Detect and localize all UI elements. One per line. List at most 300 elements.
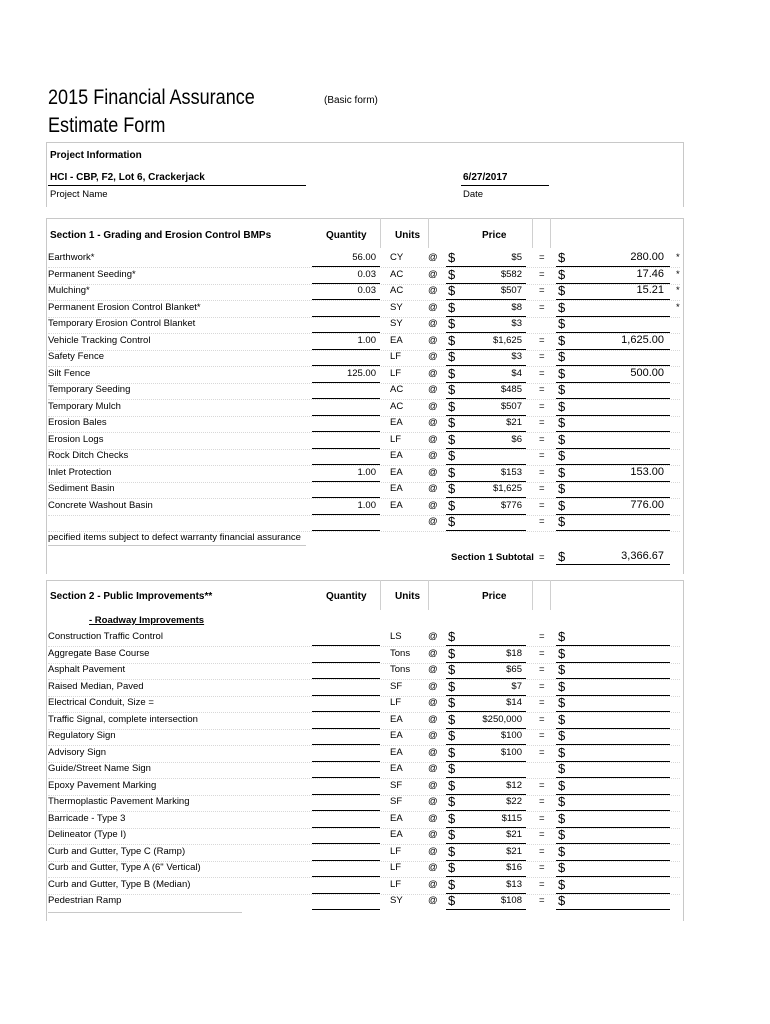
table-row (0, 431, 770, 451)
section2-title: Section 2 - Public Improvements** (50, 591, 213, 602)
table-row (0, 678, 770, 698)
price-underline (446, 514, 526, 515)
price-dollar: $ (448, 744, 456, 760)
price-cell: $7 (511, 680, 522, 692)
section2-col-divider (380, 580, 381, 610)
item-name: Permanent Seeding* (48, 268, 136, 280)
price-dollar: $ (448, 316, 456, 331)
item-name: Asphalt Pavement (48, 664, 126, 675)
section2-col-divider (550, 580, 551, 610)
price-cell: $6 (511, 433, 522, 445)
price-dollar: $ (448, 283, 456, 298)
price-dollar: $ (448, 761, 456, 776)
item-name: Permanent Erosion Control Blanket* (48, 301, 201, 313)
item-name: Erosion Logs (48, 433, 104, 445)
total-underline (556, 761, 670, 762)
price-dollar: $ (448, 464, 456, 480)
price-dollar: $ (448, 843, 456, 859)
total-underline (556, 530, 670, 531)
total-underline (556, 448, 670, 449)
price-cell: $18 (506, 647, 522, 659)
unit-cell: LS (390, 631, 402, 642)
quantity-cell[interactable]: 1.00 (357, 334, 376, 346)
total-dollar: $ (558, 514, 566, 529)
price-underline (446, 761, 526, 762)
quantity-cell[interactable]: 1.00 (357, 499, 376, 511)
equals-symbol: = (539, 845, 545, 857)
total-dollar: $ (558, 349, 566, 364)
price-dollar: $ (448, 893, 456, 908)
section2-col-divider (532, 580, 533, 610)
total-cell: 776.00 (630, 498, 664, 511)
price-dollar: $ (448, 810, 456, 826)
section2-quantity-header: Quantity (326, 591, 367, 602)
table-row (0, 895, 770, 912)
total-dollar: $ (558, 695, 566, 710)
price-dollar: $ (448, 860, 456, 875)
equals-symbol: = (539, 895, 545, 906)
section2-col-divider (428, 580, 429, 610)
price-cell: $100 (500, 746, 522, 758)
total-dollar: $ (558, 332, 566, 348)
quantity-underline (312, 365, 380, 366)
quantity-underline (312, 349, 380, 350)
price-dollar: $ (448, 266, 456, 282)
table-row (0, 645, 770, 665)
total-dollar: $ (558, 299, 566, 315)
price-dollar: $ (448, 827, 456, 842)
section1-col-divider (550, 218, 551, 248)
total-dollar: $ (558, 464, 566, 480)
quantity-underline (312, 909, 380, 910)
total-dollar: $ (558, 266, 566, 282)
at-symbol: @ (428, 450, 438, 461)
quantity-underline (312, 398, 380, 399)
project-info-header: Project Information (50, 150, 142, 161)
section2-units-header: Units (395, 591, 420, 602)
quantity-underline (312, 332, 380, 333)
total-cell: 1,625.00 (621, 333, 664, 346)
at-symbol: @ (428, 351, 438, 362)
price-dollar: $ (448, 250, 456, 265)
item-name: Curb and Gutter, Type A (6" Vertical) (48, 862, 201, 873)
price-underline (446, 744, 526, 745)
equals-symbol: = (539, 862, 545, 873)
price-dollar: $ (448, 645, 456, 661)
at-symbol: @ (428, 779, 438, 791)
price-cell: $3 (511, 351, 522, 362)
total-underline (556, 514, 670, 515)
unit-cell: LF (390, 367, 402, 379)
price-cell: $115 (501, 812, 522, 824)
quantity-underline (312, 431, 380, 432)
quantity-underline (312, 481, 380, 482)
quantity-underline (312, 711, 380, 712)
total-dollar: $ (558, 827, 566, 842)
at-symbol: @ (428, 647, 438, 659)
price-cell: $485 (500, 384, 522, 395)
equals-symbol: = (539, 499, 545, 511)
asterisk-mark: * (676, 268, 680, 280)
total-underline (556, 382, 670, 383)
at-symbol: @ (428, 862, 438, 873)
unit-cell: AC (390, 400, 404, 412)
total-dollar: $ (558, 794, 566, 809)
quantity-underline (312, 678, 380, 679)
at-symbol: @ (428, 697, 438, 708)
quantity-cell[interactable]: 0.03 (357, 285, 376, 296)
table-row (0, 332, 770, 352)
item-name: Electrical Conduit, Size = (48, 697, 154, 708)
total-cell: 15.21 (636, 284, 664, 296)
equals-symbol: = (539, 268, 545, 280)
quantity-underline (312, 810, 380, 811)
total-cell: 280.00 (630, 251, 664, 263)
total-underline (556, 794, 670, 795)
at-symbol: @ (428, 483, 438, 494)
equals-symbol: = (539, 351, 545, 362)
at-symbol: @ (428, 433, 438, 445)
price-dollar: $ (448, 349, 456, 364)
unit-cell: AC (390, 384, 404, 395)
section1-col-divider (532, 218, 533, 248)
item-name: Earthwork* (48, 252, 95, 263)
equals-symbol: = (539, 285, 545, 296)
total-underline (556, 893, 670, 894)
price-underline (446, 827, 526, 828)
equals-symbol: = (539, 697, 545, 708)
unit-cell: EA (390, 417, 403, 428)
price-dollar: $ (448, 497, 456, 513)
item-name: Construction Traffic Control (48, 631, 163, 642)
unit-cell: EA (390, 746, 403, 758)
at-symbol: @ (428, 763, 438, 774)
item-name: Regulatory Sign (48, 730, 116, 741)
unit-cell: AC (390, 285, 404, 296)
price-underline (446, 794, 526, 795)
table-row (0, 365, 770, 385)
quantity-underline (312, 777, 380, 778)
price-cell: $507 (500, 400, 522, 412)
total-dollar: $ (558, 711, 566, 727)
item-name: Guide/Street Name Sign (48, 763, 151, 774)
table-row (0, 252, 770, 269)
at-symbol: @ (428, 285, 438, 296)
price-cell: $3 (511, 318, 522, 329)
total-underline (556, 645, 670, 646)
total-underline (556, 316, 670, 317)
unit-cell: LF (390, 697, 402, 708)
item-name: Silt Fence (48, 367, 91, 379)
unit-cell: EA (390, 730, 403, 741)
equals-symbol: = (539, 367, 545, 379)
price-cell: $153 (500, 466, 522, 478)
quantity-underline (312, 283, 380, 284)
table-row (0, 664, 770, 681)
total-underline (556, 777, 670, 778)
table-row (0, 266, 770, 286)
item-name: Temporary Seeding (48, 384, 131, 395)
unit-cell: EA (390, 763, 403, 774)
total-dollar: $ (558, 860, 566, 875)
section2-subheader: - Roadway Improvements (89, 615, 205, 626)
price-underline (446, 662, 526, 663)
price-underline (446, 893, 526, 894)
unit-cell: SY (390, 301, 403, 313)
equals-symbol: = (539, 433, 545, 445)
table-row (0, 631, 770, 648)
total-dollar: $ (558, 662, 566, 677)
table-row (0, 351, 770, 368)
table-row (0, 299, 770, 319)
table-row (0, 285, 770, 302)
price-underline (446, 711, 526, 712)
price-cell: $8 (511, 301, 522, 313)
at-symbol: @ (428, 334, 438, 346)
table-row (0, 417, 770, 434)
unit-cell: LF (390, 845, 402, 857)
equals-symbol: = (539, 384, 545, 395)
equals-symbol: = (539, 746, 545, 758)
item-name: Advisory Sign (48, 746, 107, 758)
price-underline (446, 382, 526, 383)
total-underline (556, 695, 670, 696)
total-underline (556, 299, 670, 300)
table-row (0, 450, 770, 467)
at-symbol: @ (428, 301, 438, 313)
at-symbol: @ (428, 664, 438, 675)
total-dollar: $ (558, 448, 566, 463)
total-underline (556, 744, 670, 745)
total-underline (556, 431, 670, 432)
price-dollar: $ (448, 728, 456, 743)
table-row (0, 730, 770, 747)
unit-cell: SF (390, 779, 403, 791)
price-underline (446, 909, 526, 910)
section1-title: Section 1 - Grading and Erosion Control BMPs (50, 230, 272, 241)
total-dollar: $ (558, 316, 566, 331)
section1-note: pecified items subject to defect warranty financial assurance (48, 532, 301, 543)
price-cell: $507 (500, 285, 522, 296)
price-cell: $65 (506, 664, 522, 675)
total-cell: 500.00 (630, 366, 664, 379)
item-name: Traffic Signal, complete intersection (48, 713, 198, 725)
quantity-underline (312, 299, 380, 300)
total-dollar: $ (558, 893, 566, 908)
equals-symbol: = (539, 779, 545, 791)
price-underline (446, 810, 526, 811)
equals-symbol: = (539, 730, 545, 741)
price-dollar: $ (448, 398, 456, 414)
price-cell: $21 (506, 417, 522, 428)
price-underline (446, 448, 526, 449)
table-row (0, 384, 770, 401)
item-name: Curb and Gutter, Type B (Median) (48, 878, 191, 890)
price-dollar: $ (448, 695, 456, 710)
total-underline (556, 909, 670, 910)
section1-subtotal-label: Section 1 Subtotal (451, 552, 534, 563)
total-dollar: $ (558, 382, 566, 397)
unit-cell: SY (390, 318, 403, 329)
price-cell: $1,625 (492, 334, 522, 346)
quantity-cell[interactable]: 1.00 (357, 466, 376, 478)
at-symbol: @ (428, 812, 438, 824)
total-cell: 17.46 (636, 267, 664, 280)
unit-cell: EA (390, 812, 403, 824)
item-name: Temporary Mulch (48, 400, 121, 412)
total-underline (556, 827, 670, 828)
project-date-label: Date (463, 189, 484, 200)
price-underline (446, 365, 526, 366)
equals-symbol: = (539, 631, 545, 642)
quantity-underline (312, 744, 380, 745)
equals-symbol: = (539, 812, 545, 824)
asterisk-mark: * (676, 285, 680, 296)
item-name: Thermoplastic Pavement Marking (48, 796, 190, 807)
price-cell: $14 (506, 697, 522, 708)
unit-cell: LF (390, 878, 402, 890)
item-name: Raised Median, Paved (48, 680, 144, 692)
section1-subtotal-underline (556, 564, 670, 565)
at-symbol: @ (428, 829, 438, 840)
price-underline (446, 415, 526, 416)
quantity-underline (312, 645, 380, 646)
item-name: Delineator (Type I) (48, 829, 127, 840)
project-name-value[interactable]: HCI - CBP, F2, Lot 6, Crackerjack (50, 172, 205, 183)
equals-symbol: = (539, 483, 545, 494)
equals-symbol: = (539, 466, 545, 478)
table-row (0, 829, 770, 846)
price-dollar: $ (448, 415, 456, 430)
price-underline (446, 860, 526, 861)
price-underline (446, 777, 526, 778)
quantity-underline (312, 794, 380, 795)
unit-cell: SF (390, 680, 403, 692)
section1-note-line (48, 545, 306, 546)
section1-col-divider (428, 218, 429, 248)
total-underline (556, 810, 670, 811)
total-dollar: $ (558, 645, 566, 661)
price-underline (446, 266, 526, 267)
price-underline (446, 464, 526, 465)
equals-symbol: = (539, 301, 545, 313)
quantity-cell[interactable]: 0.03 (357, 268, 376, 280)
price-dollar: $ (448, 431, 456, 447)
project-date-value[interactable]: 6/27/2017 (463, 172, 508, 183)
total-dollar: $ (558, 283, 566, 298)
table-row (0, 796, 770, 813)
price-dollar: $ (448, 514, 456, 529)
table-row (0, 843, 770, 863)
at-symbol: @ (428, 367, 438, 379)
price-cell: $21 (506, 829, 522, 840)
total-underline (556, 876, 670, 877)
price-dollar: $ (448, 365, 456, 381)
total-underline (556, 662, 670, 663)
equals-symbol: = (539, 450, 545, 461)
total-dollar: $ (558, 415, 566, 430)
price-cell: $4 (511, 367, 522, 379)
unit-cell: LF (390, 862, 402, 873)
total-dollar: $ (558, 777, 566, 793)
price-underline (446, 316, 526, 317)
at-symbol: @ (428, 417, 438, 428)
total-underline (556, 415, 670, 416)
price-cell: $22 (506, 796, 522, 807)
item-name: Vehicle Tracking Control (48, 334, 151, 346)
quantity-underline (312, 530, 380, 531)
at-symbol: @ (428, 713, 438, 725)
quantity-cell[interactable]: 125.00 (346, 367, 376, 379)
price-cell: $250,000 (482, 713, 522, 725)
equals-symbol: = (539, 796, 545, 807)
item-name: Aggregate Base Course (48, 647, 150, 659)
total-underline (556, 398, 670, 399)
table-row (0, 318, 770, 335)
asterisk-mark: * (676, 252, 680, 263)
at-symbol: @ (428, 268, 438, 280)
price-underline (446, 481, 526, 482)
item-name: Barricade - Type 3 (48, 812, 126, 824)
at-symbol: @ (428, 796, 438, 807)
unit-cell: CY (390, 252, 404, 263)
equals-symbol: = (539, 252, 545, 263)
table-row (0, 497, 770, 517)
price-cell: $582 (500, 268, 522, 280)
quantity-underline (312, 695, 380, 696)
price-dollar: $ (448, 662, 456, 677)
price-dollar: $ (448, 299, 456, 315)
quantity-underline (312, 860, 380, 861)
at-symbol: @ (428, 499, 438, 511)
project-name-label: Project Name (50, 189, 108, 200)
unit-cell: Tons (390, 647, 411, 659)
price-cell: $108 (500, 895, 522, 906)
quantity-underline (312, 497, 380, 498)
row-separator (48, 912, 242, 913)
project-date-underline (461, 185, 549, 186)
table-row (0, 697, 770, 714)
table-row (0, 763, 770, 780)
section1-price-header: Price (482, 230, 507, 241)
price-dollar: $ (448, 629, 456, 644)
equals-symbol: = (539, 680, 545, 692)
price-dollar: $ (448, 382, 456, 397)
quantity-cell[interactable]: 56.00 (352, 252, 376, 263)
table-row (0, 464, 770, 484)
quantity-underline (312, 266, 380, 267)
quantity-underline (312, 843, 380, 844)
quantity-underline (312, 448, 380, 449)
quantity-underline (312, 382, 380, 383)
table-row (0, 876, 770, 896)
unit-cell: EA (390, 499, 403, 511)
total-dollar: $ (558, 250, 566, 265)
item-name: Temporary Erosion Control Blanket (48, 318, 196, 329)
total-dollar: $ (558, 843, 566, 859)
quantity-underline (312, 514, 380, 515)
table-row (0, 483, 770, 500)
item-name: Inlet Protection (48, 466, 112, 478)
item-name: Concrete Washout Basin (48, 499, 153, 511)
unit-cell: SF (390, 796, 403, 807)
equals-symbol: = (539, 334, 545, 346)
price-dollar: $ (448, 332, 456, 348)
total-dollar: $ (558, 398, 566, 414)
price-cell: $16 (506, 862, 522, 873)
price-underline (446, 332, 526, 333)
item-name: Sediment Basin (48, 483, 115, 494)
